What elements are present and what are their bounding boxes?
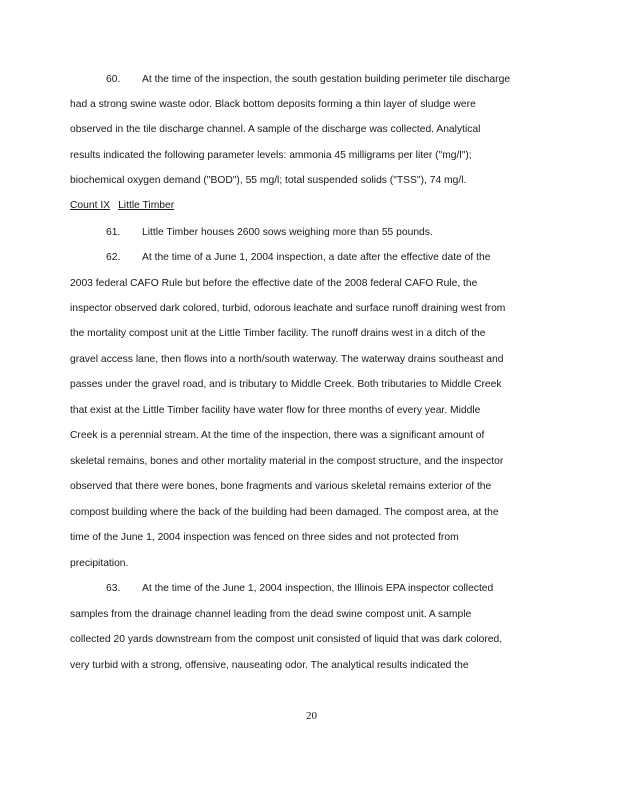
paragraph-61-line-1 [70,227,563,239]
section-heading [70,200,563,212]
paragraph-62-line-12: time of the June 1, 2004 inspection was fenced on three sides and not protected from [70,532,459,543]
section-title: Little Timber [118,200,175,211]
paragraph-63-line-2: samples from the drainage channel leading from the dead swine compost unit. A sample [70,609,472,620]
paragraph-62-line-13: precipitation. [70,558,129,569]
paragraph-62-line-2: 2003 federal CAFO Rule but before the effective date of the 2008 federal CAFO Rule, the [70,278,478,289]
paragraph-60-line-5: biochemical oxygen demand ("BOD"), 55 mg/l; total suspended solids ("TSS"), 74 mg/l. [70,175,467,186]
paragraph-60-line-1 [70,74,563,86]
paragraph-62-line-4: the mortality compost unit at the Little Timber facility. The runoff drains west in a ditch of the [70,328,486,339]
paragraph-62-line-6: passes under the gravel road, and is tributary to Middle Creek. Both tributaries to Middle Creek [70,379,502,390]
paragraph-60-line-4: results indicated the following parameter levels: ammonia 45 milligrams per liter ("mg/l"); [70,150,472,161]
paragraph-number: 62. [106,252,121,263]
paragraph-62-line-1 [70,252,563,264]
paragraph-text: At the time of the inspection, the south gestation building perimeter tile discharge [142,74,511,85]
paragraph-62-line-10: observed that there were bones, bone fragments and various skeletal remains exterior of the [70,481,492,492]
paragraph-text: At the time of the June 1, 2004 inspection, the Illinois EPA inspector collected [142,583,494,594]
paragraph-63-line-3: collected 20 yards downstream from the compost unit consisted of liquid that was dark colored, [70,634,503,645]
paragraph-text: At the time of a June 1, 2004 inspection, a date after the effective date of the [142,252,491,263]
paragraph-62-line-7: that exist at the Little Timber facility have water flow for three months of every year. Middle [70,405,481,416]
paragraph-number: 61. [106,227,121,238]
count-label: Count IX [70,200,111,211]
paragraph-63-line-1 [70,583,563,595]
paragraph-62-line-11: compost building where the back of the building had been damaged. The compost area, at the [70,507,499,518]
paragraph-62-line-9: skeletal remains, bones and other mortality material in the compost structure, and the inspector [70,456,504,467]
page-number: 20 [306,710,317,722]
paragraph-60-line-2: had a strong swine waste odor. Black bottom deposits forming a thin layer of sludge were [70,99,476,110]
paragraph-number: 63. [106,583,121,594]
paragraph-62-line-5: gravel access lane, then flows into a north/south waterway. The waterway drains southeast and [70,354,504,365]
paragraph-number: 60. [106,74,121,85]
paragraph-63-line-4: very turbid with a strong, offensive, nauseating odor. The analytical results indicated the [70,660,469,671]
paragraph-62-line-3: inspector observed dark colored, turbid, odorous leachate and surface runoff draining west from [70,303,506,314]
paragraph-60-line-3: observed in the tile discharge channel. A sample of the discharge was collected. Analytical [70,124,481,135]
paragraph-62-line-8: Creek is a perennial stream. At the time of the inspection, there was a significant amount of [70,430,485,441]
paragraph-text: Little Timber houses 2600 sows weighing more than 55 pounds. [142,227,433,238]
